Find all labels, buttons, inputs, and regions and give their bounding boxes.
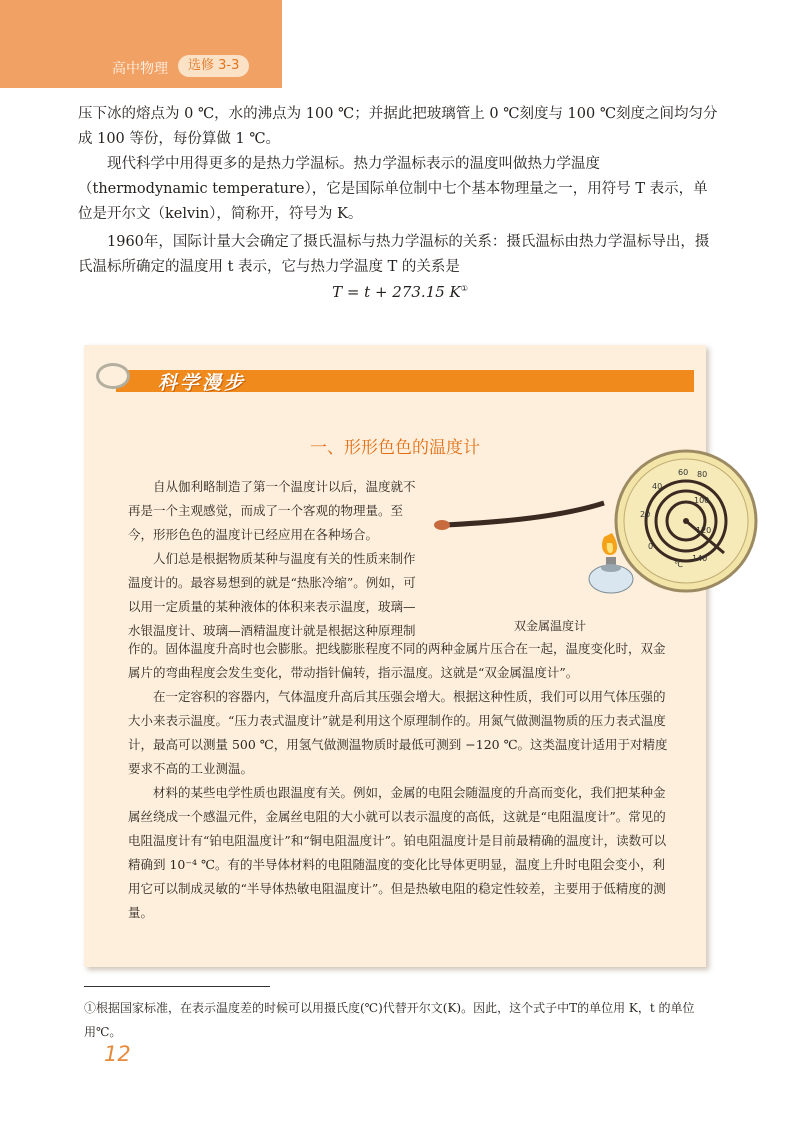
footnote-divider bbox=[84, 986, 270, 987]
science-walk-box bbox=[84, 345, 712, 967]
equation-text: T = t + 273.15 K bbox=[332, 283, 461, 301]
dial-tick-0: 0 bbox=[648, 542, 654, 551]
box-paragraph-intro: 自从伽利略制造了第一个温度计以后，温度就不再是一个主观感觉，而成了一个客观的物理量。至今，形形色色的温度计已经应用在各种场合。 bbox=[128, 479, 416, 542]
dial-tick-120: 120 bbox=[696, 526, 712, 535]
footnote-marker: ① bbox=[460, 284, 468, 293]
volume-badge: 选修 3-3 bbox=[178, 55, 249, 77]
figure-caption: 双金属温度计 bbox=[514, 619, 587, 633]
paragraph-scale-relation: 1960年，国际计量大会确定了摄氏温标与热力学温标的关系：摄氏温标由热力学温标导出，摄氏温标所确定的温度用 t 表示，它与热力学温度 T 的关系是 bbox=[78, 234, 710, 275]
dial-tick-140: 140 bbox=[692, 554, 708, 563]
temperature-equation bbox=[0, 283, 800, 301]
box-text-top bbox=[128, 475, 424, 643]
footnote: ①根据国家标准，在表示温度差的时候可以用摄氏度(℃)代替开尔文(K)。因此，这个式子中T的单位用 K，t 的单位用℃。 bbox=[84, 1001, 695, 1039]
dial-tick-60: 60 bbox=[678, 468, 689, 477]
page-number: 12 bbox=[104, 1042, 131, 1066]
dial-unit: ℃ bbox=[674, 560, 683, 569]
paragraph-ice-point: 压下冰的熔点为 0 ℃，水的沸点为 100 ℃；并据此把玻璃管上 0 ℃刻度与 100 ℃刻度之间均匀分成 100 等份，每份算做 1 ℃。 bbox=[78, 106, 718, 147]
box-paragraph-expansion-start: 人们总是根据物质某种与温度有关的性质来制作温度计的。最容易想到的就是“热胀冷缩”。例如，可以用一定质量的某种液体的体积来表示温度，玻璃—水银温度计、玻璃—酒精温度计就是根据这种原理制 bbox=[128, 551, 416, 638]
dial-tick-100: 100 bbox=[694, 496, 710, 505]
section-banner bbox=[116, 370, 694, 392]
box-paragraph-expansion-rest: 作的。固体温度升高时也会膨胀。把线膨胀程度不同的两种金属片压合在一起，温度变化时，双金属片的弯曲程度会发生变化，带动指针偏转，指示温度。这就是“双金属温度计”。 bbox=[128, 641, 666, 680]
bimetal-rod bbox=[444, 503, 604, 525]
dial-tick-20: 20 bbox=[640, 510, 651, 519]
banner-title: 科学漫步 bbox=[158, 372, 247, 394]
rod-tip bbox=[434, 520, 450, 530]
ring-icon bbox=[96, 363, 130, 389]
dial-tick-80: 80 bbox=[697, 470, 708, 479]
section-title: 一、形形色色的温度计 bbox=[310, 438, 480, 458]
box-text-bottom bbox=[128, 637, 668, 925]
box-paragraph-resistance: 材料的某些电学性质也跟温度有关。例如，金属的电阻会随温度的升高而变化，我们把某种金属丝绕成一个感温元件，金属丝电阻的大小就可以表示温度的高低，这就是“电阻温度计”。常见的电阻温度计有“铂电阻温度计”和“铜电阻温度计”。铂电阻温度计是目前最精确的温度计，读数可以精确到 10⁻⁴ ℃。有的半导体材料的电阻随温度的变化比导体更明显，温度上升时电阻会变小，利用它可以制成灵敏的“半导体热敏电阻温度计”。但是热敏电阻的稳定性较差，主要用于低精度的测量。 bbox=[128, 785, 667, 920]
bimetal-thermometer-illustration bbox=[434, 463, 712, 619]
box-paragraph-pressure: 在一定容积的容器内，气体温度升高后其压强会增大。根据这种性质，我们可以用气体压强的大小来表示温度。“压力表式温度计”就是利用这个原理制作的。用氮气做测温物质的压力表式温度计，最高可以测量 500 ℃，用氢气做测温物质时最低可测到 −120 ℃。这类温度计适用于对精度要求不高的工业测温。 bbox=[128, 689, 668, 776]
book-title: 高中物理 bbox=[112, 61, 168, 77]
dial-tick-40: 40 bbox=[652, 482, 663, 491]
paragraph-thermodynamic-scale: 现代科学中用得更多的是热力学温标。热力学温标表示的温度叫做热力学温度（thermodynamic temperature），它是国际单位制中七个基本物理量之一，用符号 T 表示，单位是开尔文（kelvin），简称开，符号为 K。 bbox=[78, 156, 708, 222]
